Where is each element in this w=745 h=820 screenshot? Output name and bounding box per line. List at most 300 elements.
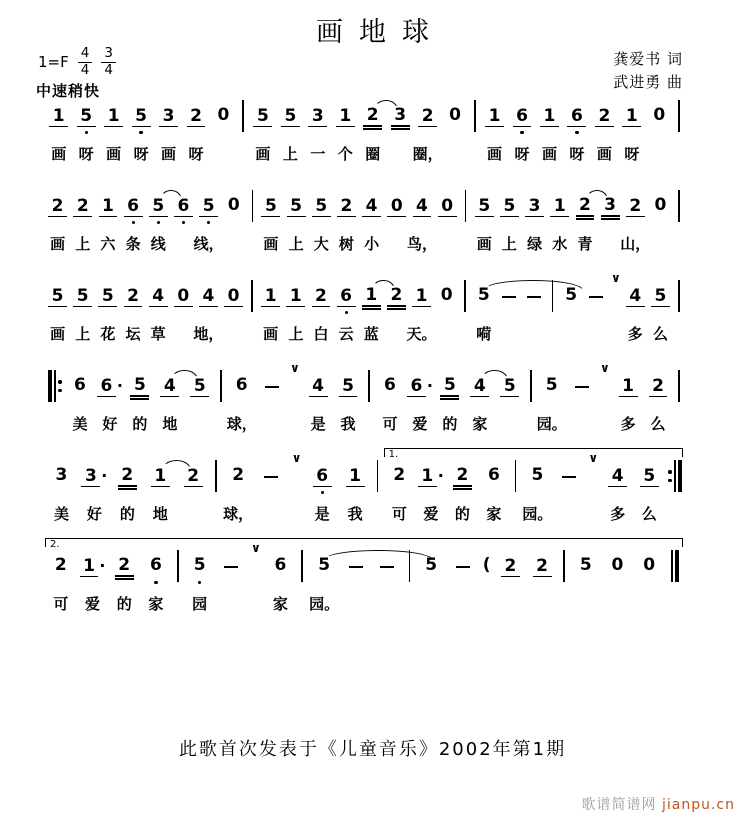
dotted-rhythm-dot: · (101, 466, 108, 485)
note-cell (177, 455, 210, 527)
low-octave-dot (182, 221, 185, 224)
rest-cell (602, 545, 634, 617)
lyric-syllable: 画 (476, 235, 492, 253)
lyric-syllable: 多 (627, 325, 643, 343)
lyric-syllable: 爱 (412, 415, 428, 433)
note-cell (536, 95, 563, 167)
note-digit: 5 (500, 377, 519, 397)
lyric-syllable (598, 227, 623, 257)
rest-cell (221, 275, 246, 347)
note-digit: 4 (470, 377, 489, 397)
lyric-syllable: 蓝 (363, 325, 379, 343)
note-cell (406, 185, 437, 257)
note-cell (334, 275, 359, 347)
rest-digit: 0 (174, 287, 193, 307)
note-digit: 1 (104, 107, 123, 127)
note-cell (121, 185, 146, 257)
lyric-syllable: 我 (340, 415, 356, 433)
barline-stroke (530, 370, 532, 402)
duration-dash (575, 386, 589, 388)
tempo-marking: 中速稍快 (36, 82, 101, 100)
note-cell (497, 185, 522, 257)
lyric-syllable: 条 (125, 235, 141, 253)
note-digit: 2 (649, 377, 668, 397)
note-cell (613, 365, 643, 437)
lyric-syllable: 地 (162, 415, 178, 433)
lyric-syllable: 可 (382, 415, 398, 433)
watermark-site: 歌谱简谱网 (581, 797, 657, 813)
lyric-syllable: 云 (338, 325, 354, 343)
lyric-syllable: 好 (86, 505, 102, 523)
note-digit: 1 (540, 107, 559, 127)
note-cell (77, 545, 109, 617)
barline-stroke (563, 550, 565, 582)
note-cell (72, 95, 99, 167)
lyric-syllable (526, 587, 558, 617)
barline-stroke (515, 460, 517, 492)
lyric-syllable: 坛 (125, 325, 141, 343)
dash-cell (447, 545, 479, 617)
lyric-syllable: 上 (288, 325, 304, 343)
note-digit: 1 (49, 107, 68, 127)
note-digit: 5 (440, 376, 459, 400)
note-cell (306, 455, 339, 527)
note-cell (140, 545, 172, 617)
low-octave-dot (85, 131, 88, 134)
note-digit: 2 (501, 557, 520, 577)
low-octave-dot (345, 311, 348, 314)
note-cell (414, 95, 441, 167)
lyric-syllable (646, 137, 673, 167)
lyric-syllable: 园。 (309, 595, 340, 613)
lyric-syllable (257, 407, 287, 437)
dotted-rhythm-dot: · (437, 466, 444, 485)
note-cell (333, 365, 363, 437)
barline-stroke (177, 550, 179, 582)
note-cell (303, 365, 333, 437)
breath-cell (287, 361, 303, 437)
measure (536, 361, 673, 437)
lyric-syllable: 画 (161, 145, 177, 163)
note-cell (95, 185, 120, 257)
measure (226, 361, 363, 437)
note-digit: 6 (274, 555, 287, 575)
note-cell (481, 95, 508, 167)
score (45, 95, 685, 635)
lyric-syllable (171, 317, 196, 347)
breath-cell (597, 361, 613, 437)
volta-label: 1. (388, 449, 399, 460)
note-digit: 5 (149, 197, 168, 217)
lyric-syllable (435, 227, 460, 257)
note-digit: 4 (149, 287, 168, 307)
rest-digit: 0 (438, 197, 457, 217)
barline-stroke (220, 370, 222, 402)
note-digit: 2 (595, 107, 614, 127)
note-cell (70, 275, 95, 347)
rest-digit: 0 (653, 105, 666, 125)
note-digit: 5 (287, 197, 306, 217)
measure (308, 545, 403, 617)
note-digit: 5 (579, 555, 592, 575)
lyric-syllable: 六 (100, 235, 116, 253)
barline-stroke (465, 190, 467, 222)
lyric-syllable (255, 497, 288, 527)
lyric-syllable: 的 (132, 415, 148, 433)
score-line (45, 539, 685, 617)
barline-stroke (48, 370, 52, 402)
note-digit: 5 (130, 376, 149, 400)
measure (570, 545, 665, 617)
note-cell (471, 275, 496, 347)
parenthesis: ( (482, 555, 491, 575)
note-digit: 2 (118, 466, 137, 490)
barline-single (510, 455, 522, 527)
barline-stroke (671, 550, 673, 582)
repeat-dot (58, 380, 61, 383)
low-octave-dot (207, 221, 210, 224)
lyric-syllable: 一 (310, 145, 326, 163)
measure (184, 541, 297, 617)
note-digit: 6 (235, 375, 248, 395)
barline-single (558, 545, 570, 617)
breath-mark: ∨ (588, 451, 599, 465)
measure (249, 95, 469, 167)
key-signature (38, 46, 116, 78)
lyric-syllable: 是 (310, 415, 326, 433)
note-cell (304, 95, 331, 167)
lyric-syllable: 可 (391, 505, 407, 523)
note-digit: 5 (77, 107, 96, 127)
note-cell (479, 545, 495, 617)
lyric-syllable: 呀 (569, 145, 585, 163)
note-digit: 5 (500, 197, 519, 217)
lyric-syllable (479, 587, 495, 617)
duration-dash (456, 566, 470, 568)
staff-row (45, 185, 685, 257)
note-cell (591, 95, 618, 167)
lyric-syllable: 地， (193, 325, 224, 343)
lyric-syllable: 上 (282, 145, 298, 163)
note-cell (258, 185, 283, 257)
rest-cell (646, 95, 673, 167)
rest-cell (210, 95, 237, 167)
note-digit: 1 (336, 107, 355, 127)
note-cell (334, 185, 359, 257)
credits (613, 48, 683, 95)
rest-cell (633, 545, 665, 617)
staff-row (45, 271, 685, 347)
note-cell (406, 275, 437, 347)
note-cell (45, 185, 70, 257)
note-digit: 2 (184, 467, 203, 487)
note-digit: 5 (253, 107, 272, 127)
note-digit: 5 (312, 197, 331, 217)
note-digit: 5 (281, 107, 300, 127)
note-digit: 6 (149, 555, 162, 575)
note-digit: 3 (55, 465, 68, 485)
barline-stroke (678, 190, 680, 222)
rest-digit: 0 (440, 285, 453, 305)
note-digit: 5 (339, 377, 358, 397)
barline-single (673, 185, 685, 257)
time-signature-2 (101, 46, 116, 78)
barline-stroke (678, 280, 680, 312)
note-digit: 6 (74, 375, 86, 395)
time-signature-1-denominator: 4 (80, 61, 90, 78)
note-cell (375, 365, 405, 437)
note-cell (125, 365, 155, 437)
lyric-syllable (522, 317, 547, 347)
lyric-syllable: 画 (51, 145, 67, 163)
lyric-syllable: 青 (577, 235, 593, 253)
lyric-syllable: 上 (75, 325, 91, 343)
note-cell (570, 545, 602, 617)
time-signature-1 (78, 46, 93, 78)
barline-stroke (251, 280, 253, 312)
note-cell (415, 545, 447, 617)
lyric-syllable: 画 (263, 325, 279, 343)
note-cell (359, 95, 386, 167)
note-digit: 5 (132, 107, 151, 127)
duration-dash (349, 566, 363, 568)
repeat-dot (668, 470, 671, 473)
barline-stroke (464, 280, 466, 312)
measure (415, 545, 558, 617)
lyric-syllable: 么 (652, 325, 668, 343)
repeat-dot (668, 479, 671, 482)
duration-dash (502, 296, 516, 298)
note-digit: 5 (640, 467, 659, 487)
lyric-syllable (495, 407, 525, 437)
lyric-syllable: 家 (272, 595, 288, 613)
rest-cell (171, 275, 196, 347)
note-digit: 5 (545, 375, 558, 395)
note-cell (155, 95, 182, 167)
note-digit: 2 (393, 465, 406, 485)
note-digit: 6 (384, 375, 396, 395)
barline-repeat-end (665, 455, 685, 527)
barline-single (469, 95, 481, 167)
lyric-syllable: 我 (347, 505, 363, 523)
note-cell (184, 545, 216, 617)
note-cell (127, 95, 154, 167)
barline-stroke (301, 550, 303, 582)
note-digit: 1 (362, 286, 381, 310)
lyric-syllable: 么 (650, 415, 666, 433)
note-cell (45, 545, 77, 617)
note-cell (386, 95, 413, 167)
note-cell (618, 95, 645, 167)
lyric-syllable (495, 587, 527, 617)
lyric-syllable (570, 587, 602, 617)
note-digit: 5 (48, 287, 67, 307)
note-digit: 2 (312, 287, 331, 307)
lyric-syllable: 上 (501, 235, 517, 253)
note-cell (100, 95, 127, 167)
time-signature-2-denominator: 4 (104, 61, 113, 78)
lyric-syllable: 画 (50, 235, 66, 253)
measure (65, 365, 215, 437)
note-cell (522, 185, 547, 257)
lyric-syllable: 地 (152, 505, 168, 523)
note-digit: 1 (261, 287, 280, 307)
lyric-syllable: 山， (620, 235, 651, 253)
lyric-syllable: 画 (50, 325, 66, 343)
barline-stroke (368, 370, 370, 402)
note-digit: 4 (608, 467, 627, 487)
note-digit: 5 (193, 555, 206, 575)
lyric-syllable (384, 317, 409, 347)
note-digit: 6 (487, 465, 500, 485)
note-cell (508, 95, 535, 167)
lyric-syllable (567, 407, 597, 437)
lyric-syllable: 画 (106, 145, 122, 163)
lyric-syllable (215, 587, 247, 617)
lyric-syllable: 球， (223, 505, 254, 523)
lyric-syllable: 呀 (133, 145, 149, 163)
note-cell (308, 275, 333, 347)
lyric-syllable: 美 (53, 505, 69, 523)
rest-digit: 0 (449, 105, 461, 125)
measure (375, 365, 525, 437)
note-digit: 1 (418, 467, 437, 487)
low-octave-dot (198, 581, 201, 584)
lyric-syllable: 家 (148, 595, 164, 613)
measure (559, 271, 673, 347)
note-digit: 1 (151, 467, 170, 487)
note-cell (155, 365, 185, 437)
barline-stroke (678, 100, 680, 132)
note-digit: 6 (174, 197, 193, 217)
note-digit: 2 (115, 556, 134, 580)
barline-single (673, 275, 685, 347)
note-digit: 2 (337, 197, 356, 217)
lyric-syllable: 树 (338, 235, 354, 253)
barline-single (237, 95, 249, 167)
note-digit: 3 (308, 107, 327, 127)
staff-row (45, 361, 685, 437)
lyricist-credit: 龚爱书 词 (613, 50, 683, 68)
barline-single (210, 455, 222, 527)
duration-dash (224, 566, 238, 568)
breath-mark: ∨ (600, 361, 610, 375)
note-digit: 5 (477, 285, 490, 305)
note-cell (522, 455, 554, 527)
score-line (45, 361, 685, 437)
measure (222, 451, 372, 527)
note-digit: 2 (418, 107, 437, 127)
dash-cell (584, 275, 609, 347)
rest-digit: 0 (227, 195, 240, 215)
dash-cell (567, 365, 597, 437)
lyric-syllable: 草 (150, 325, 166, 343)
duration-dash (527, 296, 541, 298)
lyric-syllable: 的 (116, 595, 132, 613)
note-cell (623, 275, 648, 347)
barline-single (673, 95, 685, 167)
note-digit: 2 (626, 197, 645, 217)
barline-single (246, 275, 258, 347)
lyric-syllable (372, 587, 404, 617)
note-cell (111, 455, 144, 527)
note-cell (643, 365, 673, 437)
note-digit: 5 (475, 197, 494, 217)
note-cell (193, 275, 224, 347)
note-cell (526, 545, 558, 617)
staff-row (45, 539, 685, 617)
lyric-syllable (584, 317, 609, 347)
rest-digit: 0 (643, 555, 656, 575)
lyric-syllable: 绿 (527, 235, 543, 253)
barline-stroke (215, 460, 217, 492)
note-digit: 1 (346, 467, 365, 487)
watermark-domain: jianpu.cn (661, 797, 735, 813)
rest-digit: 0 (611, 555, 624, 575)
lyric-syllable: 圈， (412, 145, 443, 163)
note-digit: 1 (286, 287, 305, 307)
note-cell (193, 185, 224, 257)
note-cell (45, 275, 70, 347)
note-cell (559, 275, 584, 347)
low-octave-dot (157, 221, 160, 224)
duration-dash (264, 476, 278, 478)
duration-dash (265, 386, 279, 388)
barline-single (525, 365, 537, 437)
barline-stroke (674, 460, 676, 492)
note-cell (146, 185, 171, 257)
rest-digit: 0 (217, 105, 230, 125)
barline-stroke (54, 370, 56, 402)
note-digit: 2 (73, 197, 92, 217)
lyric-syllable: 的 (454, 505, 470, 523)
note-digit: 4 (199, 287, 218, 307)
lyric-syllable: 白 (313, 325, 329, 343)
lyric-syllable (559, 317, 584, 347)
note-digit: 5 (425, 555, 438, 575)
score-line (45, 449, 685, 527)
barline-single (673, 365, 685, 437)
lyric-syllable: 么 (641, 505, 657, 523)
lyric-syllable: 可 (53, 595, 69, 613)
note-cell (249, 95, 276, 167)
breath-mark: ∨ (290, 361, 300, 375)
lyric-syllable: 呀 (188, 145, 204, 163)
note-cell (45, 455, 78, 527)
note-digit: 2 (48, 197, 67, 217)
lyric-syllable (177, 497, 210, 527)
barline-single (460, 185, 472, 257)
measure (45, 545, 172, 617)
lyric-syllable (633, 587, 665, 617)
score-line (45, 185, 685, 257)
duration-dash (562, 476, 576, 478)
breath-mark: ∨ (250, 541, 261, 555)
lyric-syllable (210, 137, 237, 167)
note-cell (465, 365, 495, 437)
lyric-syllable (441, 137, 468, 167)
barline-stroke (675, 550, 679, 582)
note-cell (108, 545, 140, 617)
lyric-syllable: 爱 (423, 505, 439, 523)
note-digit: 2 (124, 287, 143, 307)
dotted-rhythm-dot: · (99, 556, 106, 575)
lyric-syllable (602, 587, 634, 617)
note-digit: 4 (160, 377, 179, 397)
note-cell (547, 185, 572, 257)
lyric-syllable (340, 587, 372, 617)
lyric-syllable (287, 407, 303, 437)
